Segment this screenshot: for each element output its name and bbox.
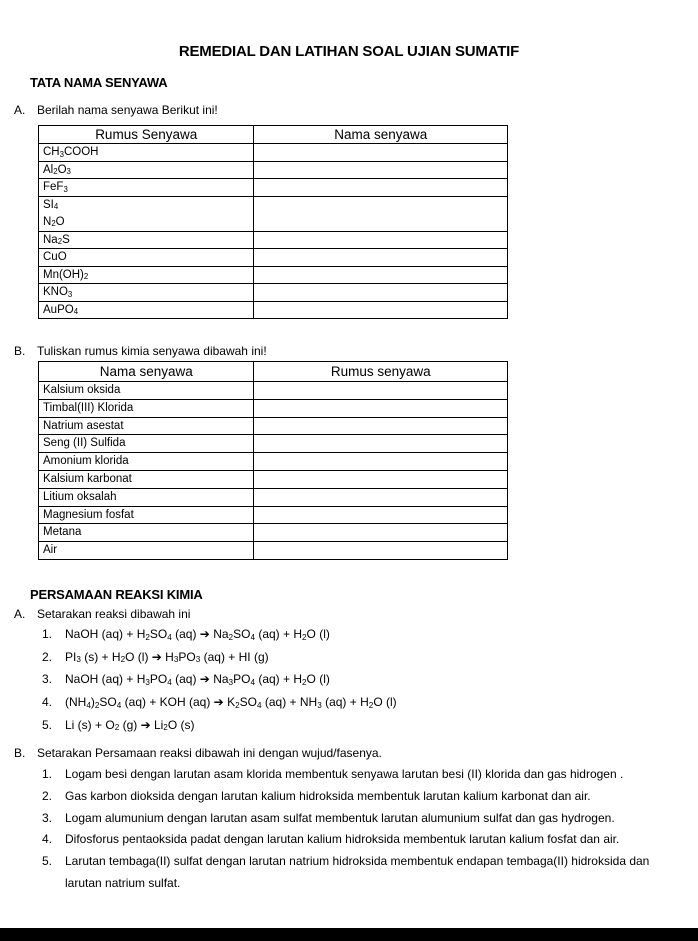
name-cell: Timbal(III) Klorida <box>39 399 254 417</box>
equation-item <box>42 650 397 673</box>
table-row <box>39 524 508 542</box>
column-header-rumus: Rumus senyawa <box>254 362 508 382</box>
formula-line: $N_2O$ <box>43 215 65 228</box>
table-row <box>39 179 508 197</box>
item-number: 4. <box>42 695 53 710</box>
answer-cell-empty <box>254 179 508 197</box>
formula-cell: AuPO$_4$ <box>39 301 254 319</box>
table-row <box>39 196 508 231</box>
item-number: 5. <box>42 717 53 732</box>
table-row <box>39 144 508 162</box>
item-number: 4. <box>42 832 53 847</box>
item-number: 5. <box>42 854 53 869</box>
name-cell: Natrium asestat <box>39 417 254 435</box>
persamaan-part-a-prompt <box>14 607 190 621</box>
answer-cell-empty <box>254 196 508 231</box>
word-problem-text: Logam besi dengan larutan asam klorida membentuk senyawa larutan besi (II) klorida dan gas hidrogen . <box>65 767 624 781</box>
formula-line: $SI_4$ <box>43 198 59 211</box>
answer-cell-empty <box>254 249 508 267</box>
equation-item <box>42 718 397 741</box>
item-number: 2. <box>42 649 53 664</box>
chemical-equation: $PI_3$ $(s) + H_2O$ (l) ➔ $H_3PO_3$ (aq) + HI (g) <box>65 649 269 665</box>
page-title: REMEDIAL DAN LATIHAN SOAL UJIAN SUMATIF <box>178 43 520 60</box>
word-problem-text: Gas karbon dioksida dengan larutan kalium hidroksida membentuk larutan kalium karbonat dan air. <box>65 788 591 803</box>
answer-cell-empty <box>254 506 508 524</box>
equation-item <box>42 695 397 718</box>
answer-cell-empty <box>254 417 508 435</box>
equation-item <box>42 672 397 695</box>
prompt-text: Tuliskan rumus kimia senyawa dibawah ini! <box>37 344 267 358</box>
name-cell: Air <box>39 542 254 560</box>
table-row <box>39 470 508 488</box>
part-label: B. <box>14 746 26 760</box>
formula-cell: CuO <box>39 249 254 267</box>
table-header-row <box>39 362 508 382</box>
section-heading-tata-nama: TATA NAMA SENYAWA <box>30 75 168 90</box>
word-problem-item <box>42 851 678 895</box>
chemical-equation: NaOH $(aq) + H_2SO_4$ (aq) ➔ $Na_2SO_4$ $(aq) + H_2O$ (l) <box>65 627 330 642</box>
table-nama-to-rumus <box>38 361 508 560</box>
column-header-rumus: Rumus Senyawa <box>39 126 254 144</box>
prompt-text: Berilah nama senyawa Berikut ini! <box>37 103 218 117</box>
answer-cell-empty <box>254 161 508 179</box>
prompt-text: Setarakan reaksi dibawah ini <box>37 607 191 621</box>
name-cell: Seng (II) Sulfida <box>39 435 254 453</box>
table-row <box>39 488 508 506</box>
word-problem-text: Larutan tembaga(II) sulfat dengan larutan natrium hidroksida membentuk endapan tembaga(II) hidroksida dan larutan natrium sulfat. <box>65 854 650 890</box>
answer-cell-empty <box>254 524 508 542</box>
answer-cell-empty <box>254 231 508 249</box>
table-row <box>39 301 508 319</box>
formula-cell <box>39 196 254 231</box>
column-header-nama: Nama senyawa <box>39 362 254 382</box>
table-rumus-to-nama <box>38 125 508 319</box>
item-number: 3. <box>42 672 53 687</box>
name-cell: Kalsium karbonat <box>39 470 254 488</box>
persamaan-part-b-prompt <box>14 746 382 760</box>
part-label: A. <box>14 607 26 621</box>
table-row <box>39 453 508 471</box>
name-cell: Metana <box>39 524 254 542</box>
item-number: 1. <box>42 627 53 641</box>
word-problem-text: Difosforus pentaoksida padat dengan larutan kalium hidroksida membentuk larutan kalium fosfat dan air. <box>65 832 620 847</box>
tata-nama-part-a-prompt <box>14 103 218 117</box>
formula-cell: FeF$_3$ <box>39 179 254 197</box>
table-row <box>39 266 508 284</box>
item-number: 2. <box>42 788 53 803</box>
word-problem-item <box>42 829 678 851</box>
chemical-equation: $(NH_4)_2SO_4$ (aq) + KOH (aq) ➔ $K_2SO_4$ $(aq) + NH_3$ $(aq) + H_2O$ (l) <box>65 695 397 710</box>
answer-cell-empty <box>254 435 508 453</box>
formula-cell: $Al_2O_3$ <box>39 161 254 179</box>
answer-cell-empty <box>254 284 508 302</box>
answer-cell-empty <box>254 399 508 417</box>
answer-cell-empty <box>254 144 508 162</box>
table-row <box>39 231 508 249</box>
answer-cell-empty <box>254 470 508 488</box>
table-row <box>39 542 508 560</box>
table-row <box>39 506 508 524</box>
tata-nama-part-b-prompt <box>14 344 267 358</box>
word-problem-item <box>42 786 678 808</box>
word-problem-list <box>42 764 678 895</box>
answer-cell-empty <box>254 301 508 319</box>
chemical-equation: Li $(s) + O_2$ (g) ➔ $Li_2O$ (s) <box>65 717 195 733</box>
name-cell: Litium oksalah <box>39 488 254 506</box>
name-cell: Magnesium fosfat <box>39 506 254 524</box>
formula-cell: $CH_3COOH$ <box>39 144 254 162</box>
answer-cell-empty <box>254 266 508 284</box>
table-row <box>39 161 508 179</box>
word-problem-item <box>42 764 678 786</box>
table-header-row <box>39 126 508 144</box>
table-row <box>39 249 508 267</box>
formula-cell: $Na_2S$ <box>39 231 254 249</box>
table-row <box>39 284 508 302</box>
word-problem-text: Logam alumunium dengan larutan asam sulfat membentuk larutan alumunium sulfat dan gas hydrogen. <box>65 810 615 825</box>
formula-cell: $KNO_3$ <box>39 284 254 302</box>
table-row <box>39 382 508 400</box>
name-cell: Amonium klorida <box>39 453 254 471</box>
part-label: B. <box>14 344 26 358</box>
equation-list <box>42 627 397 740</box>
prompt-text: Setarakan Persamaan reaksi dibawah ini dengan wujud/fasenya. <box>37 746 382 760</box>
part-label: A. <box>14 103 26 117</box>
table-row <box>39 399 508 417</box>
answer-cell-empty <box>254 542 508 560</box>
item-number: 3. <box>42 810 53 825</box>
answer-cell-empty <box>254 453 508 471</box>
formula-cell: $Mn(OH)_2$ <box>39 266 254 284</box>
chemical-equation: NaOH $(aq) + H_3PO_4$ (aq) ➔ $Na_3PO_4$ $(aq) + H_2O$ (l) <box>65 672 330 687</box>
table-row <box>39 435 508 453</box>
page-bottom-bar <box>0 928 698 941</box>
answer-cell-empty <box>254 382 508 400</box>
answer-cell-empty <box>254 488 508 506</box>
name-cell: Kalsium oksida <box>39 382 254 400</box>
table-row <box>39 417 508 435</box>
column-header-nama: Nama senyawa <box>254 126 508 144</box>
equation-item <box>42 627 397 650</box>
item-number: 1. <box>42 767 53 781</box>
word-problem-item <box>42 808 678 830</box>
section-heading-persamaan-reaksi: PERSAMAAN REAKSI KIMIA <box>30 587 203 602</box>
